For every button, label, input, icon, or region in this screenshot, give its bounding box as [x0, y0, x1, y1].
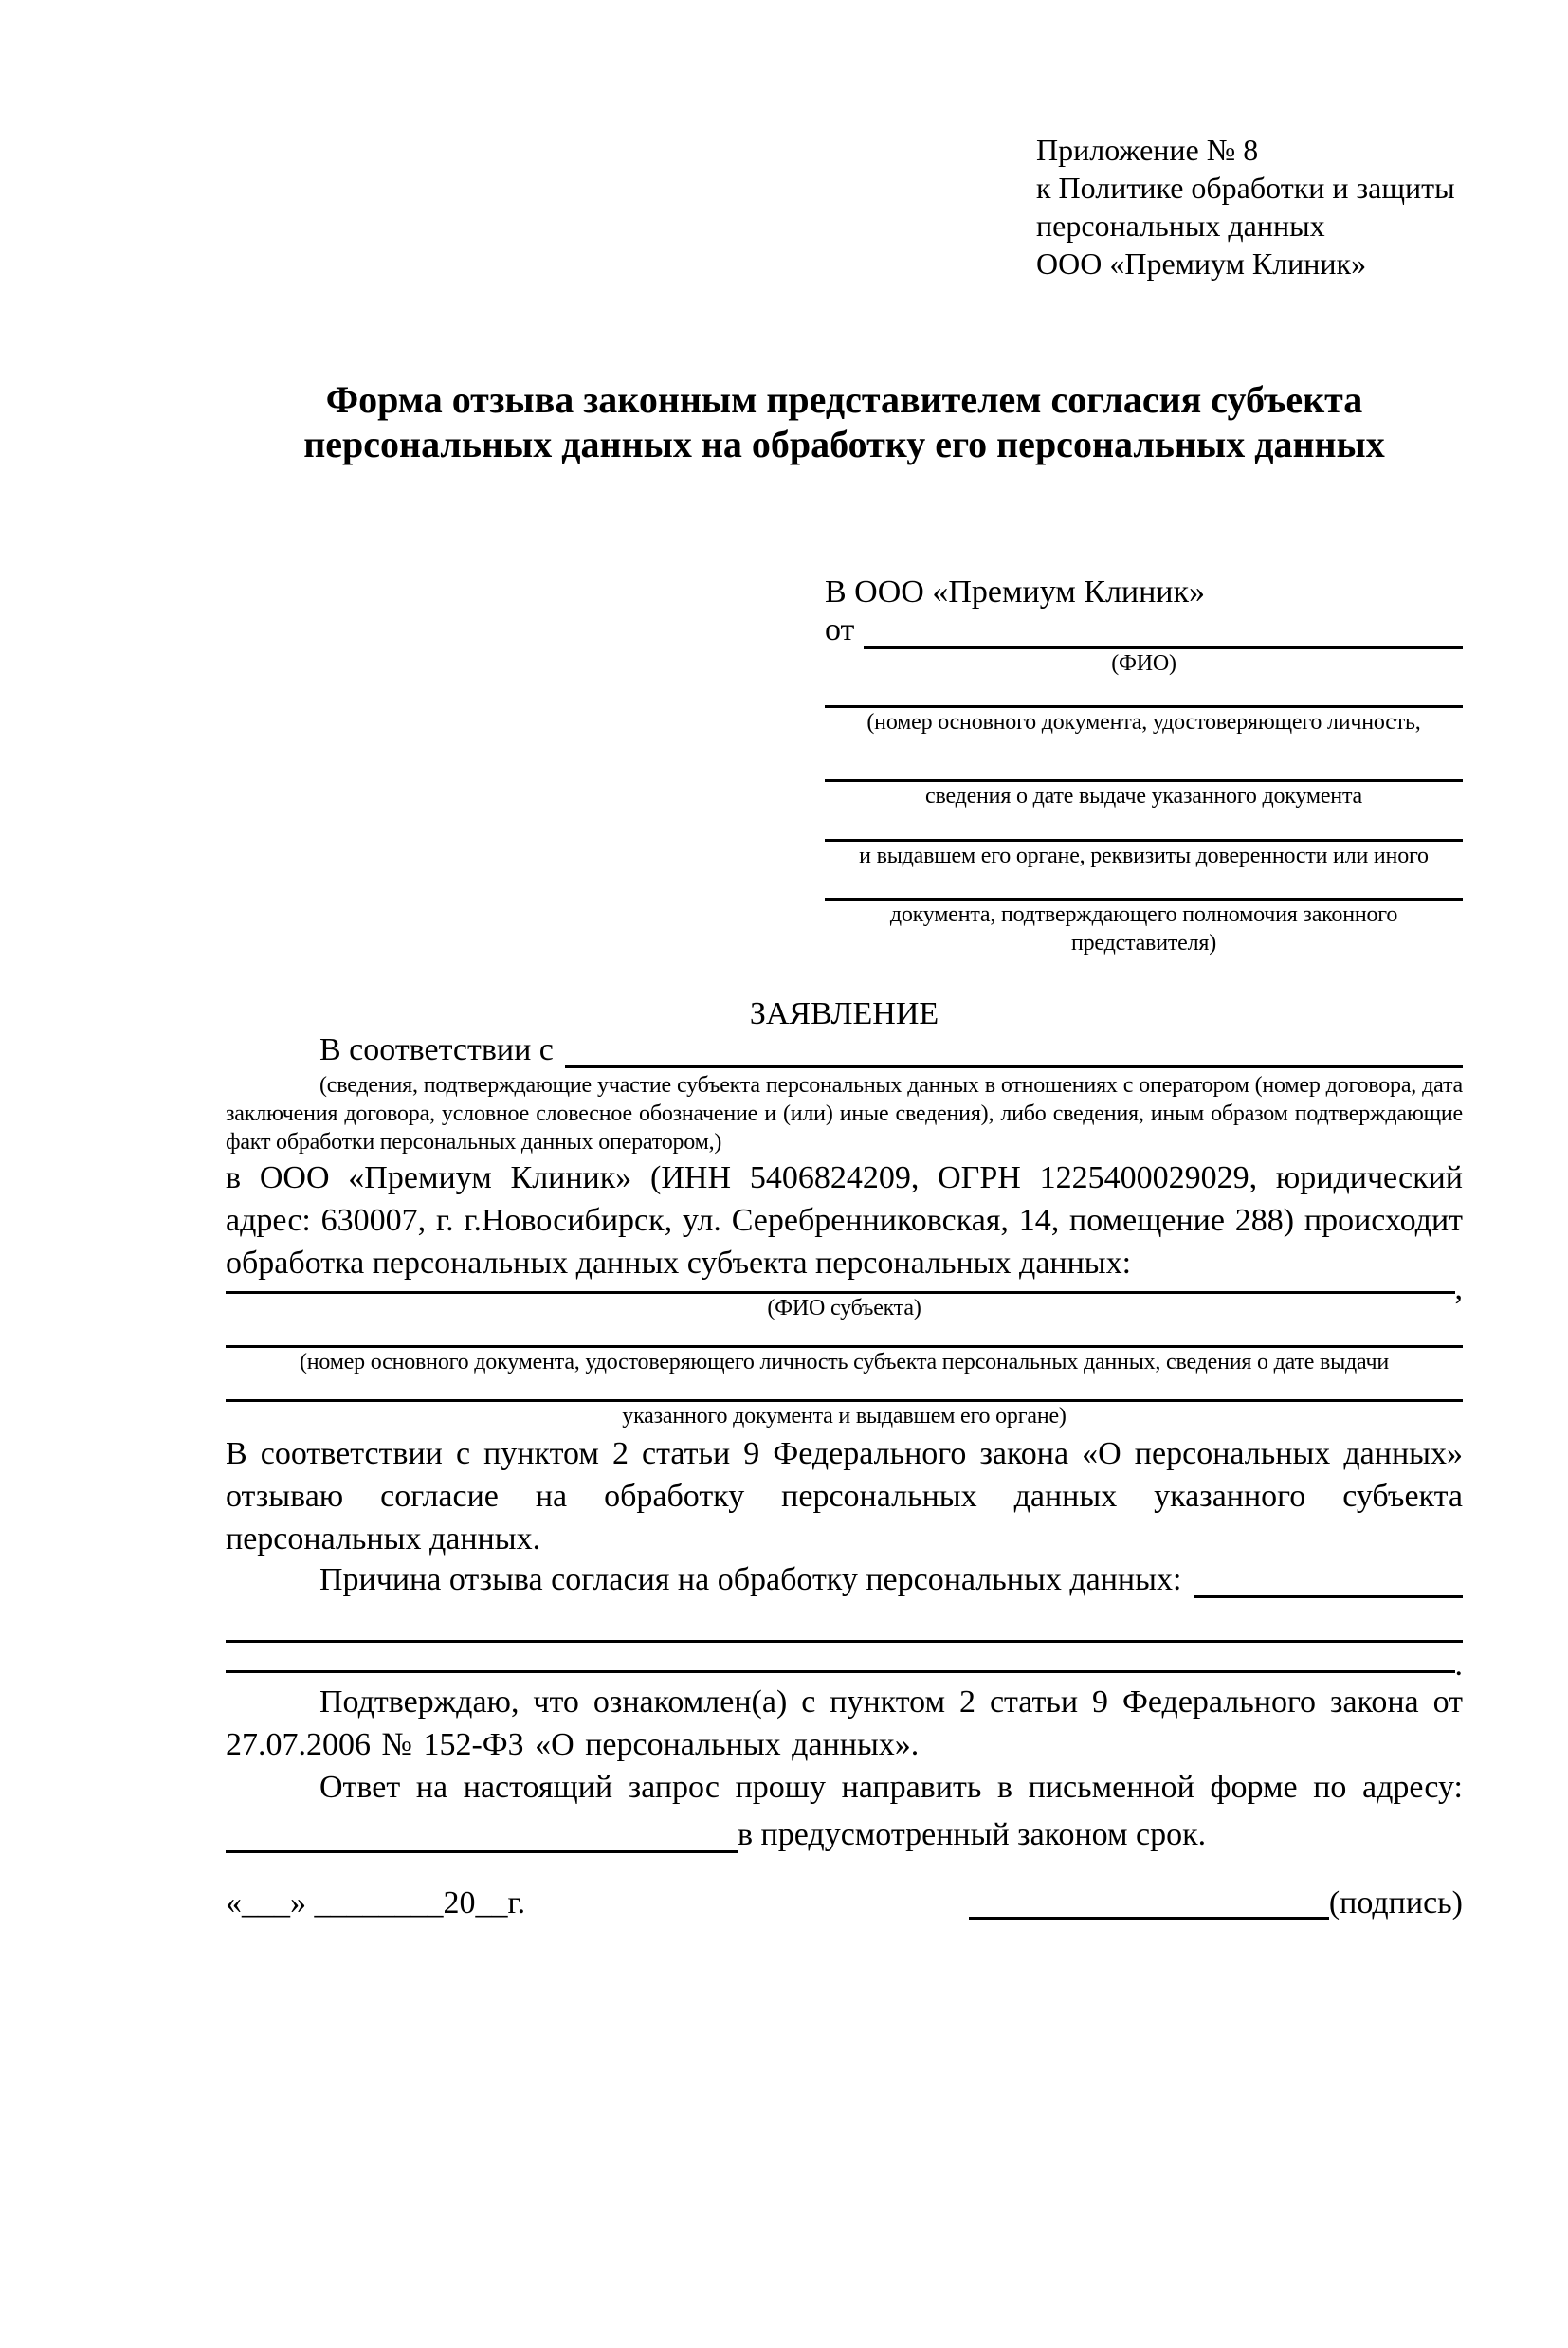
document-page [0, 131, 1568, 2348]
appendix-line: ООО «Премиум Клиник» [1036, 246, 1367, 281]
signature-blank-line [969, 1911, 1329, 1920]
appendix-line: персональных данных [1036, 209, 1325, 243]
addressee-organization: В ООО «Премиум Клиник» [825, 574, 1206, 610]
blank-line [226, 1376, 1463, 1402]
reason-blank-line-3 [226, 1643, 1463, 1683]
subject-doc-caption: (номер основного документа, удостоверяющего личность субъекта персональных данных, сведения о дате выдачи [299, 1350, 1390, 1374]
appendix-line: Приложение № 8 [1036, 133, 1259, 167]
blank-caption: документа, подтверждающего полномочия законного представителя) [889, 902, 1398, 956]
blank-line [226, 1322, 1463, 1348]
response-suffix: в предусмотренный законом срок. [738, 1817, 1207, 1852]
intro-caption: (сведения, подтверждающие участие субъекта персональных данных в отношениях с оператором (номер договора, дата заключения договора, условное словесное обозначение и (или) иные сведения), либо сведения, иным образом подтверждающие факт обработки персональных данных оператором,) [226, 1073, 1463, 1155]
reason-blank-line [1194, 1590, 1463, 1598]
intro-blank-line [565, 1060, 1463, 1068]
from-blank-line [864, 641, 1463, 649]
from-row [825, 611, 1463, 649]
subject-line-suffix: , [1454, 1271, 1463, 1306]
operator-paragraph: в ООО «Премиум Клиник» (ИНН 5406824209, ОГРН 1225400029029, юридический адрес: 630007, г. г.Новосибирск, ул. Серебренниковская, 14, помещение 288) происходит обработка персональных данных субъекта персональных данных: [226, 1160, 1463, 1281]
blank-line [226, 1665, 1455, 1673]
subject-fio-blank-line [226, 1285, 1455, 1294]
acknowledgement-paragraph: Подтверждаю, что ознакомлен(а) с пунктом 2 статьи 9 Федерального закона от 27.07.2006 № 152-ФЗ «О персональных данных». [226, 1684, 1463, 1762]
blank-caption: сведения о дате выдаче указанного документа [925, 784, 1362, 809]
blank-caption: и выдавшем его органе, реквизиты доверенности или иного [859, 844, 1429, 868]
blank-line [825, 737, 1463, 782]
appendix-line: к Политике обработки и защиты [1036, 171, 1455, 205]
blank-line [825, 678, 1463, 708]
reason-row [226, 1560, 1463, 1598]
signature-caption: (подпись) [1328, 1885, 1463, 1920]
from-label: от [825, 612, 855, 647]
response-request-line: Ответ на настоящий запрос прошу направить в письменной форме по адресу: [319, 1770, 1463, 1805]
document-title: Форма отзыва законным представителем согласия субъекта персональных данных на обработку его персональных данных [303, 378, 1385, 465]
signature-footer [226, 1882, 1463, 1925]
appendix-header [1036, 131, 1463, 282]
withdrawal-paragraph: В соответствии с пунктом 2 статьи 9 Федерального закона «О персональных данных» отзываю согласие на обработку персональных данных указанного субъекта персональных данных. [226, 1436, 1463, 1556]
blank-line [825, 870, 1463, 901]
subject-doc-caption: указанного документа и выдавшем его органе) [622, 1404, 1067, 1429]
blank-caption: (номер основного документа, удостоверяющего личность, [866, 710, 1421, 735]
subject-fio-row [226, 1271, 1463, 1306]
reason-blank-line-2 [226, 1598, 1463, 1643]
intro-row [226, 1033, 1463, 1068]
date-blank-line: «___» ________20__г. [226, 1885, 526, 1920]
fio-caption: (ФИО) [1111, 651, 1176, 676]
reason-line-suffix: . [1454, 1647, 1463, 1683]
statement-heading: ЗАЯВЛЕНИЕ [749, 996, 939, 1031]
subject-fio-caption: (ФИО субъекта) [767, 1296, 921, 1320]
reason-label: Причина отзыва согласия на обработку персональных данных: [319, 1562, 1182, 1597]
response-address-row [226, 1810, 1463, 1853]
address-blank-line [226, 1845, 738, 1853]
signature-group [969, 1882, 1463, 1925]
addressee-block [825, 573, 1463, 957]
intro-prefix: В соответствии с [319, 1032, 554, 1067]
blank-line [825, 810, 1463, 842]
